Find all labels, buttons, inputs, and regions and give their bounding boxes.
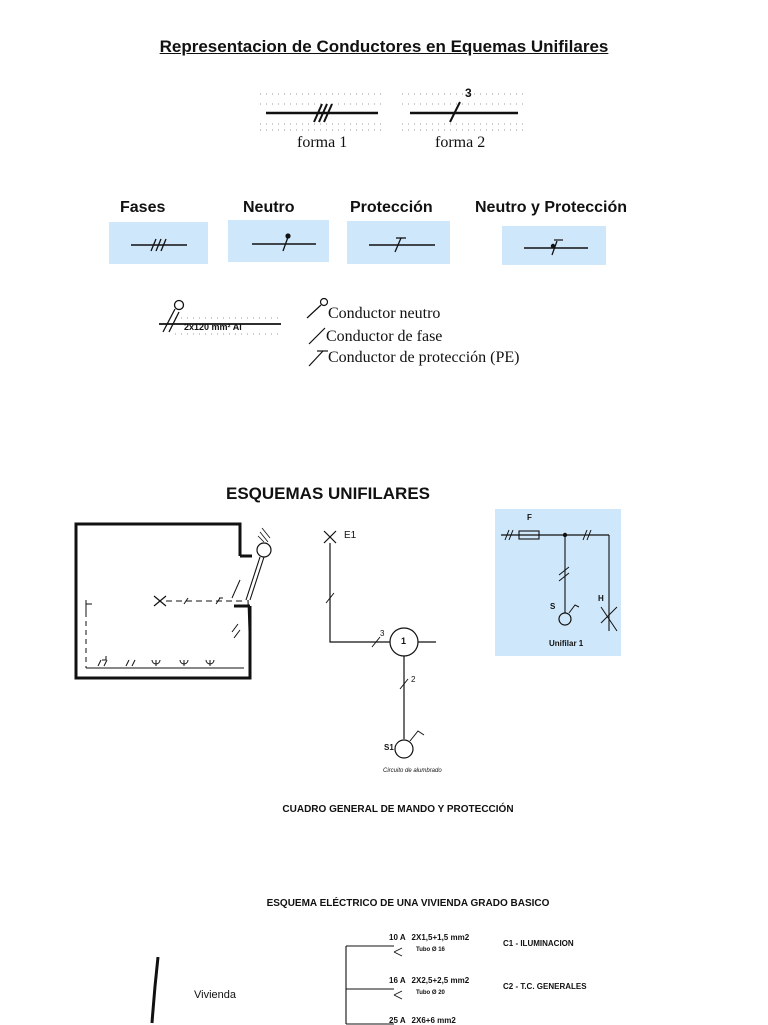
legend-neutro: Conductor neutro bbox=[328, 305, 441, 322]
legend-proteccion: Conductor de protección (PE) bbox=[328, 349, 520, 366]
distribution-tree bbox=[336, 936, 396, 1024]
circuit-diagram bbox=[318, 527, 438, 767]
neutro-proteccion-label: Neutro y Protección bbox=[475, 199, 628, 216]
circuit-n3-label: 3 bbox=[380, 629, 385, 638]
unifilar-caption: Unifilar 1 bbox=[549, 639, 584, 648]
unifilar-f-label: F bbox=[527, 513, 532, 522]
page-title: Representacion de Conductores en Equemas Unifilares bbox=[159, 37, 609, 56]
neutro-symbol bbox=[228, 220, 329, 262]
circuit-3-cable: 2X6+6 mm2 bbox=[411, 1016, 456, 1025]
circuit-1-tube: Tubo Ø 16 bbox=[416, 947, 445, 953]
proteccion-symbol bbox=[347, 221, 450, 264]
circuit-2-rating: 16 A bbox=[389, 976, 406, 985]
cuadro-caption: CUADRO GENERAL DE MANDO Y PROTECCIÓN bbox=[282, 804, 514, 815]
neutro-label: Neutro bbox=[243, 199, 295, 216]
fases-symbol bbox=[109, 222, 208, 264]
neutro-legend-icon bbox=[305, 297, 329, 319]
vivienda-main-line bbox=[146, 955, 166, 1025]
vivienda-label: Vivienda bbox=[194, 989, 236, 1001]
circuit-n2-label: 2 bbox=[411, 675, 416, 684]
unifilar-panel bbox=[495, 509, 621, 656]
fases-label: Fases bbox=[120, 199, 166, 216]
circuit-node-label: 1 bbox=[401, 636, 407, 646]
circuit-1-spec bbox=[389, 933, 469, 942]
circuit-caption: Circuito de alumbrado bbox=[383, 768, 442, 774]
neutro-swatch bbox=[228, 220, 329, 262]
circuit-2-breaker-icon bbox=[392, 990, 404, 1000]
forma1-symbol bbox=[260, 88, 390, 133]
esquemas-title: ESQUEMAS UNIFILARES bbox=[226, 484, 431, 503]
neutro-proteccion-symbol bbox=[502, 226, 606, 265]
proteccion-legend-icon bbox=[305, 348, 329, 368]
cable-label: 2x120 mm² Al bbox=[184, 322, 242, 332]
proteccion-swatch bbox=[347, 221, 450, 264]
circuit-2-cable: 2X2,5+2,5 mm2 bbox=[411, 976, 470, 985]
unifilar-h-label: H bbox=[598, 594, 604, 603]
circuit-2-tube: Tubo Ø 20 bbox=[416, 990, 445, 996]
circuit-3-rating: 25 A bbox=[389, 1016, 406, 1025]
circuit-1-cable: 2X1,5+1,5 mm2 bbox=[411, 933, 470, 942]
forma1-label: forma 1 bbox=[297, 134, 348, 151]
circuit-e1-label: E1 bbox=[344, 530, 357, 541]
forma2-count: 3 bbox=[465, 86, 472, 100]
neutro-proteccion-swatch bbox=[502, 226, 606, 265]
circuit-1-breaker-icon bbox=[392, 947, 404, 957]
cable-symbol bbox=[155, 296, 285, 340]
forma2-label: forma 2 bbox=[435, 134, 486, 151]
circuit-2-name: C2 - T.C. GENERALES bbox=[503, 982, 587, 991]
proteccion-label: Protección bbox=[350, 199, 433, 216]
legend-fase: Conductor de fase bbox=[326, 328, 443, 345]
circuit-1-rating: 10 A bbox=[389, 933, 406, 942]
unifilar-s-label: S bbox=[550, 602, 556, 611]
room-plan-diagram bbox=[74, 520, 284, 682]
fases-swatch bbox=[109, 222, 208, 264]
circuit-s1-label: S1 bbox=[384, 743, 394, 752]
vivienda-title: ESQUEMA ELÉCTRICO DE UNA VIVIENDA GRADO BASICO bbox=[266, 898, 550, 909]
circuit-2-spec bbox=[389, 976, 469, 985]
circuit-1-name: C1 - ILUMINACION bbox=[503, 939, 574, 948]
unifilar-diagram bbox=[495, 509, 621, 656]
